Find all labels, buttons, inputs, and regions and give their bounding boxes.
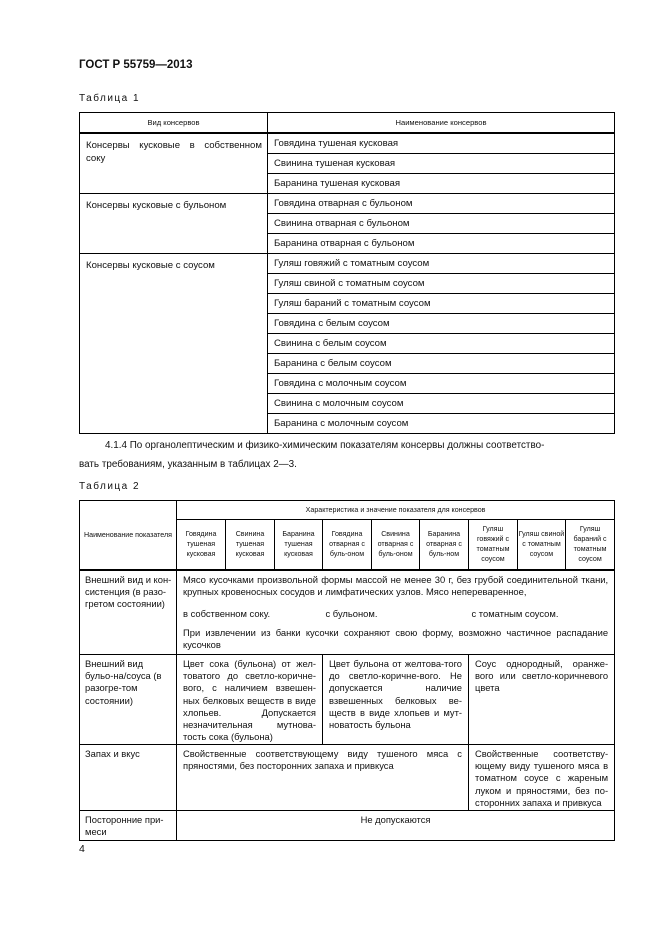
table2-col-header: Гуляш свиной с томатным соусом [518,520,566,570]
appearance-note: При извлечении из банки кусочки сохраняют свою форму, возможно частичное распадание кусочков [177,625,615,654]
table2-row-name: Внешний вид бульо-на/соуса (в разогре-том состоянии) [80,654,177,744]
appearance-common: Мясо кусочками произвольной формы массой не менее 30 г, без грубой соединительной ткани, крупных кровеносных сосудов и лимфатических узлов. Мясо неперевареннoе, [177,570,615,602]
broth-appearance-sauce: Соус однородный, оранже-вого или светло-коричневого цвета [469,654,615,744]
table2-row-name: Запах и вкус [80,744,177,810]
table2-row-name: Внешний вид и кон-систенция (в разо-гретом состоянии) [80,570,177,655]
table1-item: Свинина тушеная кусковая [268,154,615,174]
table2-col-header: Гуляш говяжий с томатным соусом [469,520,518,570]
taste-common: Свойственные соответствующему виду тушеного мяса с пряностями, без посторонних запаха и привкуса [177,744,469,810]
table1-item: Баранина тушеная кусковая [268,174,615,194]
table1-item: Говядина с молочным соусом [268,374,615,394]
table2-col-header: Говядина отварная с буль-оном [323,520,372,570]
table1-item: Баранина отварная с бульоном [268,234,615,254]
table1-item: Говядина с белым соусом [268,314,615,334]
broth-appearance-broth: Цвет бульона от желтова-того до светло-коричне-вого. Не допускается наличие взвешенных белковых ве-ществ в виде хлопьев и мут-новатость бульона [323,654,469,744]
table1-item: Говядина тушеная кусковая [268,133,615,154]
table1-item: Говядина отварная с бульоном [268,194,615,214]
table1 [79,112,615,434]
table2-col-header: Баранина тушеная кусковая [275,520,323,570]
document-header: ГОСТ Р 55759—2013 [79,59,193,71]
table2-col-header: Свинина отварная с буль-оном [372,520,420,570]
paragraph-line: вать требованиям, указанным в таблицах 2—3. [79,459,297,470]
table1-group-type: Консервы кусковые в собственном соку [80,133,268,194]
table2 [79,500,615,841]
table2-header-indicator: Наименование показателя [80,501,177,570]
table1-header-type: Вид консервов [80,113,268,134]
paragraph-4-1-4 [79,436,614,474]
table1-group-type: Консервы кусковые с бульоном [80,194,268,254]
table1-item: Свинина отварная с бульоном [268,214,615,234]
appearance-broth: с бульоном. [325,608,378,620]
table1-caption: Таблица 1 [79,93,141,104]
table1-item: Свинина с молочным соусом [268,394,615,414]
table1-item: Баранина с белым соусом [268,354,615,374]
taste-sauce: Свойственные соответству-ющему виду тушеного мяса в томатном соусе с жареным луком и пряностями, без по-сторонних запаха и привкуса [469,744,615,810]
paragraph-line: 4.1.4 По органолептическим и физико-химическим показателям консервы должны соответство- [105,440,545,451]
table1-group-type: Консервы кусковые с соусом [80,254,268,434]
broth-appearance-juice: Цвет сока (бульона) от жел-товатого до светло-коричне-вого, с наличием взвешен-ных белковых веществ в виде хлопьев. Допускается незначительная мутнова-тость сока (бульона) [177,654,323,744]
table1-item: Баранина с молочным соусом [268,414,615,434]
impurities-value: Не допускаются [177,810,615,840]
table2-header-group: Характеристика и значение показателя для консервов [177,501,615,520]
table1-header-name: Наименование консервов [268,113,615,134]
table2-col-header: Гуляш бараний с томатным соусом [566,520,615,570]
table2-col-header: Говядина тушеная кусковая [177,520,226,570]
table2-col-header: Баранина отварная с буль-ном [420,520,469,570]
table1-item: Гуляш свиной с томатным соусом [268,274,615,294]
table1-item: Гуляш бараний с томатным соусом [268,294,615,314]
table2-col-header: Свинина тушеная кусковая [226,520,275,570]
table2-row-name: Посторонние при-меси [80,810,177,840]
table1-item: Гуляш говяжий с томатным соусом [268,254,615,274]
table2-caption: Таблица 2 [79,481,141,492]
appearance-juice: в собственном соку. [183,608,271,620]
appearance-tomato: с томатным соусом. [469,601,615,625]
table1-item: Свинина с белым соусом [268,334,615,354]
page-number: 4 [79,843,85,855]
